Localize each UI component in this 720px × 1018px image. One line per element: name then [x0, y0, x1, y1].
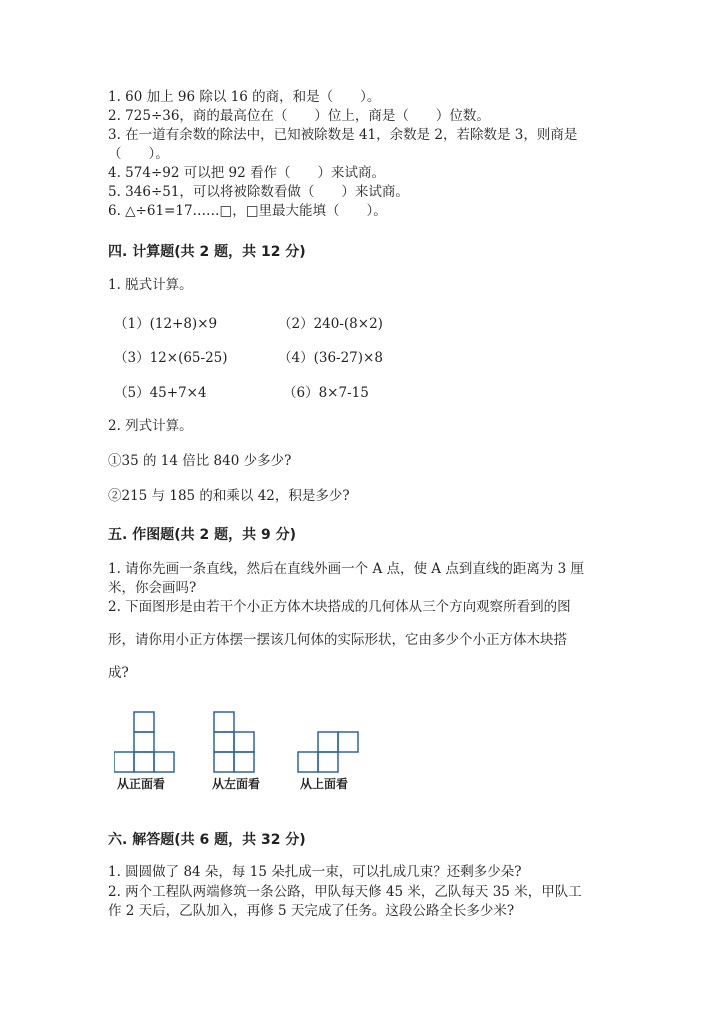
question-3-2: 2. 725÷36，商的最高位在（ ）位上，商是（ ）位数。 — [108, 108, 490, 124]
question-6-2: 2. 两个工程队两端修筑一条公路，甲队每天修 45 米，乙队每天 35 米，甲队工 — [108, 884, 582, 900]
expression-6: （6）8×7-15 — [283, 385, 369, 401]
question-3-3: 3. 在一道有余数的除法中，已知被除数是 41，余数是 2，若除数是 3，则商是 — [108, 127, 578, 143]
question-5-2-cont: 形，请你用小正方体摆一摆该几何体的实际形状，它由多少个小正方体木块搭 — [108, 632, 567, 648]
question-5-2: 2. 下面图形是由若干个小正方体木块搭成的几何体从三个方向观察所看到的图 — [108, 599, 571, 615]
question-3-1: 1. 60 加上 96 除以 16 的商，和是（ ）。 — [108, 89, 381, 105]
question-4-2-b: ②215 与 185 的和乘以 42，积是多少? — [108, 488, 350, 504]
left-view-figure — [213, 711, 257, 775]
front-view-figure — [114, 711, 176, 775]
section-6-title: 六. 解答题(共 6 题，共 32 分) — [108, 832, 306, 848]
front-view-caption: 从正面看 — [117, 777, 166, 791]
expression-5: （5）45+7×4 — [114, 385, 207, 401]
question-3-6: 6. △÷61=17……□，□里最大能填（ ）。 — [108, 203, 387, 219]
top-view-caption: 从上面看 — [300, 777, 349, 791]
expression-1: （1）(12+8)×9 — [114, 316, 218, 332]
section-4-title: 四. 计算题(共 2 题，共 12 分) — [108, 244, 306, 260]
question-4-1: 1. 脱式计算。 — [108, 277, 193, 293]
question-6-1: 1. 圆圆做了 84 朵，每 15 朵扎成一束，可以扎成几束？还剩多少朵? — [108, 864, 522, 880]
question-5-1-cont: 米，你会画吗? — [108, 580, 197, 596]
expression-2: （2）240-(8×2) — [278, 316, 383, 332]
question-4-2: 2. 列式计算。 — [108, 418, 193, 434]
expression-4: （4）(36-27)×8 — [278, 350, 383, 366]
question-3-3-cont: （ ）。 — [108, 146, 169, 162]
expression-3: （3）12×(65-25) — [114, 350, 228, 366]
question-5-2-cont2: 成? — [108, 665, 129, 681]
question-3-5: 5. 346÷51，可以将被除数看做（ ）来试商。 — [108, 184, 409, 200]
question-6-2-cont: 作 2 天后，乙队加入，再修 5 天完成了任务。这段公路全长多少米? — [108, 903, 515, 919]
section-5-title: 五. 作图题(共 2 题，共 9 分) — [108, 527, 296, 543]
left-view-caption: 从左面看 — [212, 777, 261, 791]
top-view-figure — [297, 731, 361, 775]
question-3-4: 4. 574÷92 可以把 92 看作（ ）来试商。 — [108, 165, 385, 181]
question-4-2-a: ①35 的 14 倍比 840 少多少? — [108, 453, 292, 469]
question-5-1: 1. 请你先画一条直线，然后在直线外画一个 A 点，使 A 点到直线的距离为 3 厘 — [108, 561, 585, 577]
